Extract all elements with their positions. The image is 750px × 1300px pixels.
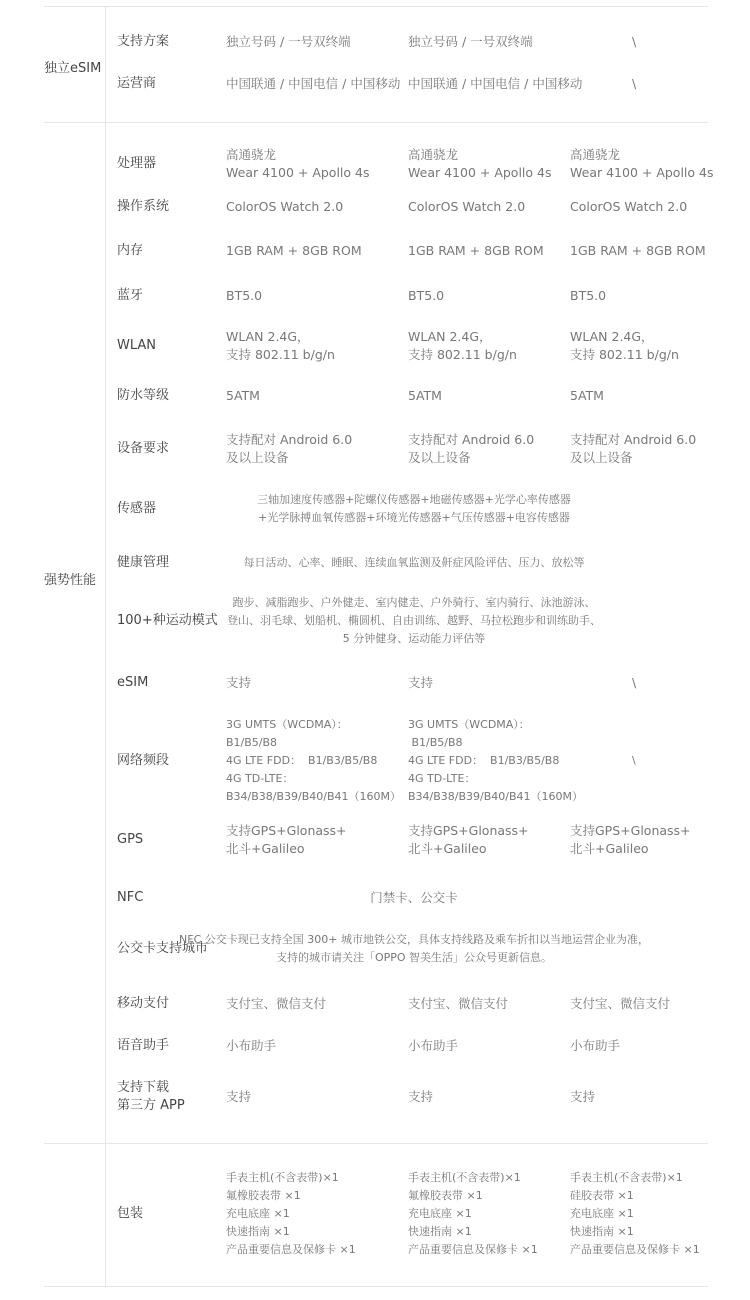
row-value-carrier-c3 <box>632 75 636 93</box>
value-line: 手表主机(不含表带)×1 <box>570 1171 683 1184</box>
row-value-app-c1 <box>226 1088 251 1106</box>
row-label-os <box>117 198 169 216</box>
row-label-pay <box>117 995 169 1013</box>
esim-divider <box>44 122 708 123</box>
group-esim: 独立eSIM <box>44 61 102 76</box>
row-label-line: 支持方案 <box>117 34 170 49</box>
row-label-pack <box>117 1205 143 1223</box>
value-line: 5ATM <box>226 388 260 403</box>
row-label-line: GPS <box>117 832 144 847</box>
row-value-pack-c2 <box>408 1169 538 1259</box>
row-value-app-c3 <box>570 1088 595 1106</box>
value-line: 3G UMTS（WCDMA）： <box>226 718 348 731</box>
value-line: 1GB RAM + 8GB ROM <box>408 243 544 258</box>
row-label-band <box>117 752 169 770</box>
group-performance: 强势性能 <box>44 573 97 588</box>
value-line: 支持 <box>408 675 434 690</box>
value-line: 产品重要信息及保修卡 ×1 <box>408 1243 538 1256</box>
value-line: 充电底座 ×1 <box>570 1207 634 1220</box>
value-line: WLAN 2.4G， <box>408 329 492 344</box>
row-value-wlan-c2 <box>408 328 517 364</box>
row-label-line: WLAN <box>117 338 157 353</box>
row-value-pay-c2 <box>408 995 508 1013</box>
value-line: 支持 <box>226 1089 252 1104</box>
value-line: 支持 <box>408 1089 434 1104</box>
row-value-gps-c3 <box>570 822 691 858</box>
row-label-health <box>117 554 169 572</box>
row-label-line: 网络频段 <box>117 753 170 768</box>
row-value-bt-c1 <box>226 287 262 305</box>
value-line: 门禁卡、公交卡 <box>370 890 458 905</box>
value-line: 中国联通 / 中国电信 / 中国移动 <box>226 76 401 91</box>
value-line: ColorOS Watch 2.0 <box>408 199 526 214</box>
value-line: \ <box>632 34 637 49</box>
row-value-plan-c2 <box>408 33 533 51</box>
value-line: 5ATM <box>570 388 604 403</box>
value-line: Wear 4100 + Apollo 4s <box>226 165 370 180</box>
row-label-device <box>117 440 169 458</box>
row-value-voice-c2 <box>408 1037 458 1055</box>
row-label-line: 公交卡支持城市 <box>117 941 209 956</box>
row-value-gps-c1 <box>226 822 347 858</box>
value-line: 高通骁龙 <box>570 147 621 162</box>
value-line: 支付宝、微信支付 <box>570 996 671 1011</box>
row-value-nfc <box>314 889 514 907</box>
row-label-esim <box>117 674 148 692</box>
value-line: 支持 802.11 b/g/n <box>570 347 679 362</box>
group-column-divider <box>105 6 106 1286</box>
value-line: 支付宝、微信支付 <box>408 996 509 1011</box>
value-line: 每日活动、心率、睡眠、连续血氧监测及鼾症风险评估、压力、放松等 <box>243 556 585 569</box>
row-value-os-c1 <box>226 198 343 216</box>
row-value-device-c2 <box>408 431 534 467</box>
value-line: 充电底座 ×1 <box>408 1207 472 1220</box>
row-value-plan-c3 <box>632 33 636 51</box>
value-line: B34/B38/B39/B40/B41（160M） <box>226 790 402 803</box>
value-line: 支持的城市请关注「OPPO 智美生活」公众号更新信息。 <box>275 951 553 964</box>
row-value-memory-c2 <box>408 242 544 260</box>
value-line: 1GB RAM + 8GB ROM <box>570 243 706 258</box>
value-line: 产品重要信息及保修卡 ×1 <box>226 1243 356 1256</box>
value-line: 5ATM <box>408 388 442 403</box>
value-line: 支持 802.11 b/g/n <box>226 347 335 362</box>
row-value-wlan-c1 <box>226 328 335 364</box>
value-line: 北斗+Galileo <box>570 841 649 856</box>
value-line: 中国联通 / 中国电信 / 中国移动 <box>408 76 583 91</box>
value-line: 支持配对 Android 6.0 <box>226 432 353 447</box>
value-line: 支持 802.11 b/g/n <box>408 347 517 362</box>
value-line: 跑步、减脂跑步、户外健走、室内健走、户外骑行、室内骑行、泳池游泳、 <box>232 596 596 609</box>
value-line: B34/B38/B39/B40/B41（160M） <box>408 790 584 803</box>
value-line: 及以上设备 <box>570 450 633 465</box>
row-value-water-c2 <box>408 387 442 405</box>
row-value-band-c1 <box>226 716 401 806</box>
row-value-voice-c3 <box>570 1037 620 1055</box>
row-value-bt-c2 <box>408 287 444 305</box>
row-value-voice-c1 <box>226 1037 276 1055</box>
row-value-memory-c3 <box>570 242 706 260</box>
value-line: 快速指南 ×1 <box>408 1225 472 1238</box>
row-label-line: 蓝牙 <box>117 288 144 303</box>
row-label-line: NFC <box>117 890 144 905</box>
value-line: 支付宝、微信支付 <box>226 996 327 1011</box>
row-value-memory-c1 <box>226 242 362 260</box>
row-label-wlan <box>117 337 156 355</box>
value-line: 独立号码 / 一号双终端 <box>226 34 351 49</box>
value-line: 手表主机(不含表带)×1 <box>408 1171 521 1184</box>
value-line: 三轴加速度传感器+陀螺仪传感器+地磁传感器+光学心率传感器 <box>257 493 571 506</box>
value-line: B1/B5/B8 <box>408 736 463 749</box>
value-line: Wear 4100 + Apollo 4s <box>408 165 552 180</box>
row-value-band-c2 <box>408 716 583 806</box>
value-line: 4G TD-LTE： <box>226 772 294 785</box>
row-label-line: 防水等级 <box>117 388 170 403</box>
value-line: 氟橡胶表带 ×1 <box>226 1189 301 1202</box>
row-label-line: 第三方 APP <box>117 1098 185 1113</box>
value-line: 支持GPS+Glonass+ <box>570 823 691 838</box>
value-line: +光学脉搏血氧传感器+环境光传感器+气压传感器+电容传感器 <box>258 511 570 524</box>
row-label-gps <box>117 831 143 849</box>
row-label-line: 移动支付 <box>117 996 170 1011</box>
value-line: ColorOS Watch 2.0 <box>570 199 688 214</box>
row-value-pay-c1 <box>226 995 326 1013</box>
value-line: 北斗+Galileo <box>226 841 305 856</box>
row-label-memory <box>117 242 143 260</box>
value-line: 及以上设备 <box>408 450 471 465</box>
row-label-line: 语音助手 <box>117 1038 170 1053</box>
row-label-cpu <box>117 155 156 173</box>
row-value-os-c2 <box>408 198 525 216</box>
value-line: 小布助手 <box>408 1038 459 1053</box>
row-value-esim-c2 <box>408 674 433 692</box>
value-line: 北斗+Galileo <box>408 841 487 856</box>
value-line: 5 分钟健身、运动能力评估等 <box>342 632 486 645</box>
row-label-line: 操作系统 <box>117 199 170 214</box>
row-value-cpu-c3 <box>570 146 714 182</box>
row-label-line: 健康管理 <box>117 555 170 570</box>
row-value-band-c3 <box>632 752 636 770</box>
row-value-device-c3 <box>570 431 696 467</box>
row-value-sensor <box>214 491 614 527</box>
row-value-water-c3 <box>570 387 604 405</box>
value-line: 快速指南 ×1 <box>570 1225 634 1238</box>
value-line: 及以上设备 <box>226 450 289 465</box>
value-line: \ <box>632 754 636 767</box>
value-line: BT5.0 <box>226 288 263 303</box>
value-line: 氟橡胶表带 ×1 <box>408 1189 483 1202</box>
value-line: 4G LTE FDD： B1/B3/B5/B8 <box>226 754 378 767</box>
value-line: NFC 公交卡现已支持全国 300+ 城市地铁公交，具体支持线路及乘车折扣以当地运营企业为准， <box>179 933 649 946</box>
value-line: \ <box>632 76 637 91</box>
row-label-plan <box>117 33 169 51</box>
value-line: 高通骁龙 <box>408 147 459 162</box>
row-value-bt-c3 <box>570 287 606 305</box>
value-line: 充电底座 ×1 <box>226 1207 290 1220</box>
row-value-esim-c1 <box>226 674 251 692</box>
value-line: 3G UMTS（WCDMA）： <box>408 718 530 731</box>
row-value-wlan-c3 <box>570 328 679 364</box>
row-value-os-c3 <box>570 198 687 216</box>
row-label-app <box>117 1079 185 1115</box>
top-divider <box>44 6 708 7</box>
bottom-divider <box>44 1286 708 1287</box>
row-value-pack-c1 <box>226 1169 356 1259</box>
performance-divider <box>44 1143 708 1144</box>
value-line: 高通骁龙 <box>226 147 277 162</box>
value-line: WLAN 2.4G， <box>226 329 310 344</box>
value-line: 小布助手 <box>570 1038 621 1053</box>
row-value-device-c1 <box>226 431 352 467</box>
row-label-line: 处理器 <box>117 156 157 171</box>
row-label-nfc <box>117 889 143 907</box>
row-label-line: 支持下载 <box>117 1080 170 1095</box>
value-line: ColorOS Watch 2.0 <box>226 199 344 214</box>
value-line: 硅胶表带 ×1 <box>570 1189 634 1202</box>
value-line: 小布助手 <box>226 1038 277 1053</box>
value-line: 4G LTE FDD： B1/B3/B5/B8 <box>408 754 560 767</box>
value-line: B1/B5/B8 <box>226 736 278 749</box>
row-value-plan-c1 <box>226 33 351 51</box>
value-line: 快速指南 ×1 <box>226 1225 290 1238</box>
value-line: 1GB RAM + 8GB ROM <box>226 243 362 258</box>
value-line: \ <box>632 675 637 690</box>
value-line: BT5.0 <box>570 288 607 303</box>
row-value-esim-c3 <box>632 674 636 692</box>
row-value-pay-c3 <box>570 995 670 1013</box>
row-value-carrier-c2 <box>408 75 582 93</box>
row-value-app-c2 <box>408 1088 433 1106</box>
row-label-bt <box>117 287 143 305</box>
value-line: 独立号码 / 一号双终端 <box>408 34 533 49</box>
row-value-carrier-c1 <box>226 75 400 93</box>
value-line: BT5.0 <box>408 288 445 303</box>
value-line: 支持配对 Android 6.0 <box>408 432 535 447</box>
row-label-line: 运营商 <box>117 76 157 91</box>
row-label-line: 100+种运动模式 <box>117 613 218 628</box>
value-line: 4G TD-LTE： <box>408 772 476 785</box>
value-line: 支持 <box>570 1089 596 1104</box>
row-value-sport <box>194 594 634 648</box>
row-value-health <box>214 554 614 572</box>
value-line: 手表主机(不含表带)×1 <box>226 1171 339 1184</box>
value-line: WLAN 2.4G， <box>570 329 654 344</box>
row-value-pack-c3 <box>570 1169 700 1259</box>
row-label-line: 内存 <box>117 243 144 258</box>
value-line: 支持配对 Android 6.0 <box>570 432 697 447</box>
value-line: 登山、羽毛球、划船机、椭圆机、自由训练、越野、马拉松跑步和训练助手、 <box>227 614 601 627</box>
row-label-carrier <box>117 75 156 93</box>
row-value-water-c1 <box>226 387 260 405</box>
row-label-voice <box>117 1037 169 1055</box>
row-label-water <box>117 387 169 405</box>
row-value-gps-c2 <box>408 822 529 858</box>
value-line: 支持GPS+Glonass+ <box>226 823 347 838</box>
row-label-line: eSIM <box>117 675 149 690</box>
row-value-cpu-c1 <box>226 146 370 182</box>
row-label-line: 传感器 <box>117 501 157 516</box>
row-value-cpu-c2 <box>408 146 552 182</box>
row-value-city <box>164 931 664 967</box>
value-line: 产品重要信息及保修卡 ×1 <box>570 1243 700 1256</box>
row-label-line: 设备要求 <box>117 441 170 456</box>
row-label-sensor <box>117 500 156 518</box>
value-line: 支持 <box>226 675 252 690</box>
value-line: 支持GPS+Glonass+ <box>408 823 529 838</box>
row-label-line: 包装 <box>117 1206 144 1221</box>
value-line: Wear 4100 + Apollo 4s <box>570 165 714 180</box>
